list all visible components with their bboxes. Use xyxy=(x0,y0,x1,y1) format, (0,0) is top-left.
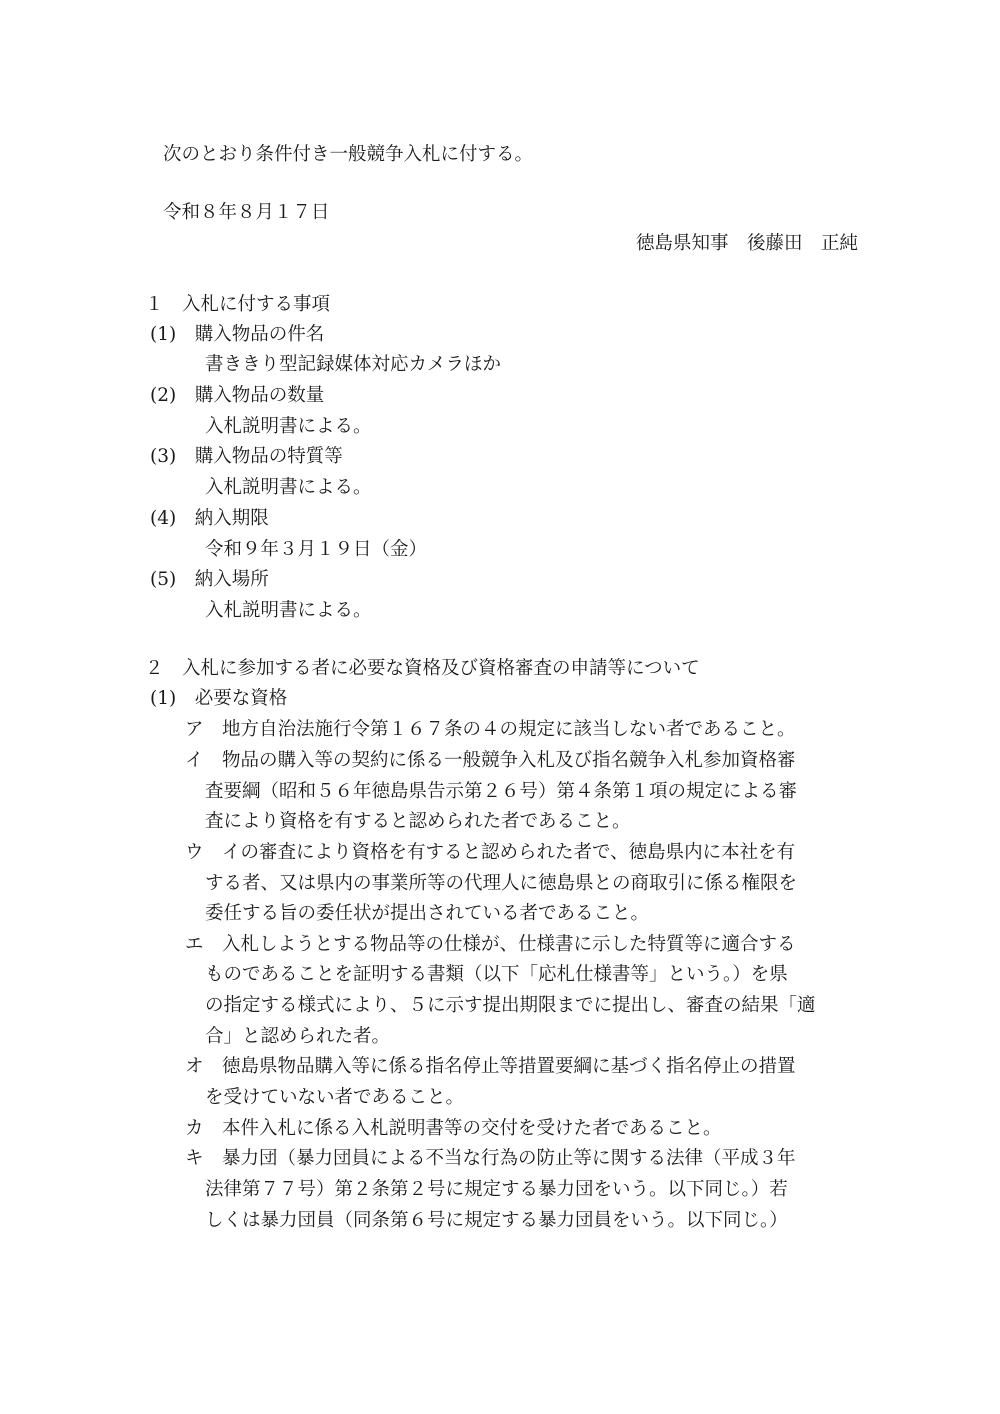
section-1-heading: １ 入札に付する事項 xyxy=(145,294,331,315)
clause-u-line-1: ウ イの審査により資格を有すると認められた者で、徳島県内に本社を有 xyxy=(185,842,796,863)
clause-e-line-3: の指定する様式により、５に示す提出期限までに提出し、審査の結果「適 xyxy=(205,995,816,1016)
clause-i-line-2: 査要綱（昭和５６年徳島県告示第２６号）第４条第１項の規定による審 xyxy=(205,781,798,802)
clause-ki-line-3: しくは暴力団員（同条第６号に規定する暴力団員をいう。以下同じ。） xyxy=(205,1210,788,1231)
clause-ki-line-2: 法律第７７号）第２条第２号に規定する暴力団をいう。以下同じ。）若 xyxy=(205,1179,788,1200)
clause-e-line-4: 合」と認められた者。 xyxy=(205,1026,391,1047)
item-2-body: 入札説明書による。 xyxy=(205,416,372,437)
item-3-body: 入札説明書による。 xyxy=(205,477,372,498)
notice-date: 令和８年８月１７日 xyxy=(163,202,330,223)
section-2-heading: ２ 入札に参加する者に必要な資格及び資格審査の申請等について xyxy=(145,658,700,679)
intro-text: 次のとおり条件付き一般競争入札に付する。 xyxy=(163,144,534,165)
clause-e-line-1: エ 入札しようとする物品等の仕様が、仕様書に示した特質等に適合する xyxy=(185,934,796,955)
clause-e-line-2: ものであることを証明する書類（以下「応札仕様書等」という。）を県 xyxy=(205,964,788,985)
clause-u-line-3: 委任する旨の委任状が提出されている者であること。 xyxy=(205,903,650,924)
item-3-label: (3) 購入物品の特質等 xyxy=(150,446,343,467)
item-1-body: 書ききり型記録媒体対応カメラほか xyxy=(205,354,502,375)
clause-i-line-3: 査により資格を有すると認められた者であること。 xyxy=(205,811,631,832)
item-2-label: (2) 購入物品の数量 xyxy=(150,385,325,406)
sub-1-label: (1) 必要な資格 xyxy=(150,688,288,709)
clause-ki-line-1: キ 暴力団（暴力団員による不当な行為の防止等に関する法律（平成３年 xyxy=(185,1148,796,1169)
signatory: 徳島県知事 後藤田 正純 xyxy=(635,233,858,254)
item-1-label: (1) 購入物品の件名 xyxy=(150,324,325,345)
item-5-body: 入札説明書による。 xyxy=(205,600,372,621)
clause-o-line-2: を受けていない者であること。 xyxy=(205,1087,465,1108)
item-4-body: 令和９年３月１９日（金） xyxy=(205,539,428,560)
clause-i-line-1: イ 物品の購入等の契約に係る一般競争入札及び指名競争入札参加資格審 xyxy=(185,750,796,771)
item-5-label: (5) 納入場所 xyxy=(150,569,269,590)
clause-a-line-1: ア 地方自治法施行令第１６７条の４の規定に該当しない者であること。 xyxy=(185,719,796,740)
clause-o-line-1: オ 徳島県物品購入等に係る指名停止等措置要綱に基づく指名停止の措置 xyxy=(185,1056,796,1077)
clause-u-line-2: する者、又は県内の事業所等の代理人に徳島県との商取引に係る権限を xyxy=(205,873,798,894)
item-4-label: (4) 納入期限 xyxy=(150,508,269,529)
clause-ka-line-1: カ 本件入札に係る入札説明書等の交付を受けた者であること。 xyxy=(185,1118,722,1139)
